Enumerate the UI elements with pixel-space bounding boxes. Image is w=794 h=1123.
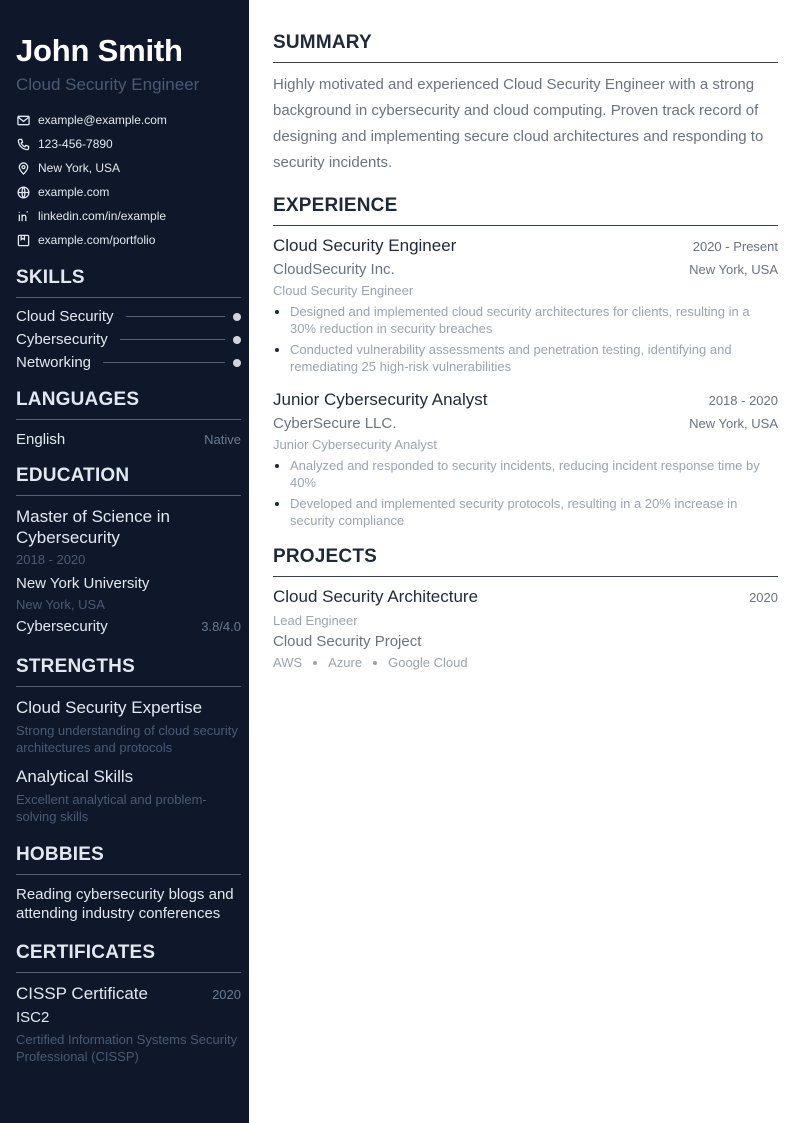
hobbies-heading: HOBBIES <box>16 843 241 875</box>
strengths-heading: STRENGTHS <box>16 655 241 687</box>
tech-separator <box>313 661 317 665</box>
contact-phone[interactable] <box>16 132 241 156</box>
job-entry <box>273 389 778 529</box>
contact-website[interactable] <box>16 180 241 204</box>
location-icon <box>16 161 30 175</box>
job-bullet: Conducted vulnerability assessments and penetration testing, identifying and remediating 25 high-risk vulnerabilities <box>273 341 778 375</box>
strength-desc: Excellent analytical and problem-solving skills <box>16 792 207 824</box>
globe-icon <box>16 185 30 199</box>
experience-heading: EXPERIENCE <box>273 194 778 226</box>
candidate-name: John Smith <box>16 33 183 68</box>
skill-item <box>16 305 241 328</box>
job-location: New York, USA <box>689 416 778 431</box>
strength-name: Cloud Security Expertise <box>16 698 203 717</box>
contact-portfolio[interactable] <box>16 228 241 252</box>
sidebar <box>0 0 249 1123</box>
skill-label: Cloud Security <box>16 308 114 325</box>
certificates-heading: CERTIFICATES <box>16 941 241 973</box>
languages-section <box>16 388 241 450</box>
certificate-issuer: ISC2 <box>16 1009 50 1026</box>
contact-location <box>16 156 241 180</box>
education-location: New York, USA <box>16 597 105 612</box>
skill-dot <box>233 336 241 344</box>
skill-label: Networking <box>16 354 92 371</box>
contact-list <box>16 108 241 252</box>
job-bullet: Developed and implemented security protocols, resulting in a 20% increase in security compliance <box>273 495 778 529</box>
certificate-year: 2020 <box>212 987 241 1002</box>
project-tech: Google Cloud <box>388 655 468 670</box>
education-section <box>16 464 241 637</box>
contact-location-text: New York, USA <box>38 161 121 175</box>
contact-website-text: example.com <box>38 185 110 199</box>
education-field-row <box>16 617 241 637</box>
contact-phone-text: 123-456-7890 <box>38 137 113 151</box>
contact-email[interactable] <box>16 108 241 132</box>
language-level: Native <box>204 432 241 447</box>
tech-separator <box>373 661 377 665</box>
language-item <box>16 430 241 450</box>
project-tech-list <box>273 654 778 671</box>
contact-email-text: example@example.com <box>38 113 167 127</box>
hobby-text: Reading cybersecurity blogs and attending industry conferences <box>16 886 234 922</box>
skill-item <box>16 328 241 351</box>
job-bullet: Analyzed and responded to security incidents, reducing incident response time by 40% <box>273 457 778 491</box>
job-dates: 2020 - Present <box>692 239 778 254</box>
email-icon <box>16 113 30 127</box>
job-location: New York, USA <box>689 262 778 277</box>
certificate-row <box>16 983 241 1005</box>
project-tech: Azure <box>328 655 363 670</box>
job-role: Junior Cybersecurity Analyst <box>273 437 438 452</box>
experience-section <box>273 194 778 529</box>
skill-dot <box>233 359 241 367</box>
job-bullets <box>273 303 778 375</box>
candidate-title: Cloud Security Engineer <box>16 75 200 94</box>
job-role: Cloud Security Engineer <box>273 283 414 298</box>
main-content <box>273 31 778 671</box>
job-dates: 2018 - 2020 <box>708 393 778 408</box>
education-field: Cybersecurity <box>16 618 108 635</box>
education-dates: 2018 - 2020 <box>16 552 86 567</box>
job-title: Cloud Security Engineer <box>273 236 457 255</box>
skill-item <box>16 351 241 374</box>
skills-heading: SKILLS <box>16 266 241 298</box>
phone-icon <box>16 137 30 151</box>
contact-linkedin[interactable] <box>16 204 241 228</box>
certificates-section <box>16 941 241 1065</box>
project-desc: Cloud Security Project <box>273 633 422 650</box>
certificate-name: CISSP Certificate <box>16 984 148 1003</box>
job-title: Junior Cybersecurity Analyst <box>273 390 488 409</box>
portfolio-icon <box>16 233 30 247</box>
job-bullet: Designed and implemented cloud security architectures for clients, resulting in a 30% reduction in security breaches <box>273 303 778 337</box>
projects-heading: PROJECTS <box>273 545 778 577</box>
education-institution: New York University <box>16 575 150 592</box>
education-heading: EDUCATION <box>16 464 241 496</box>
job-company: CloudSecurity Inc. <box>273 261 395 278</box>
skill-line <box>103 362 225 363</box>
skill-dot <box>233 313 241 321</box>
project-role: Lead Engineer <box>273 613 358 628</box>
job-entry <box>273 235 778 375</box>
skill-line <box>120 339 225 340</box>
summary-section <box>273 31 778 176</box>
strength-name: Analytical Skills <box>16 767 134 786</box>
job-company: CyberSecure LLC. <box>273 415 397 432</box>
contact-linkedin-text: linkedin.com/in/example <box>38 209 167 223</box>
contact-portfolio-text: example.com/portfolio <box>38 233 156 247</box>
skills-section <box>16 266 241 374</box>
hobbies-section <box>16 843 241 923</box>
summary-text: Highly motivated and experienced Cloud Security Engineer with a strong background in cybersecurity and cloud computing. Proven track record of designing and implementing secure cloud architectures and responding to security incidents. <box>273 76 764 171</box>
languages-heading: LANGUAGES <box>16 388 241 420</box>
certificate-desc: Certified Information Systems Security Professional (CISSP) <box>16 1032 238 1064</box>
skill-line <box>126 316 225 317</box>
job-bullets <box>273 457 778 529</box>
skill-label: Cybersecurity <box>16 331 108 348</box>
summary-heading: SUMMARY <box>273 31 778 63</box>
education-degree: Master of Science in Cybersecurity <box>16 507 171 547</box>
project-tech: AWS <box>273 655 303 670</box>
strength-desc: Strong understanding of cloud security architectures and protocols <box>16 723 238 755</box>
project-entry <box>273 586 778 671</box>
project-title: Cloud Security Architecture <box>273 587 479 606</box>
strengths-section <box>16 655 241 825</box>
projects-section <box>273 545 778 671</box>
education-gpa: 3.8/4.0 <box>201 619 241 634</box>
project-year: 2020 <box>749 590 778 605</box>
language-name: English <box>16 431 66 448</box>
linkedin-icon <box>16 209 30 223</box>
